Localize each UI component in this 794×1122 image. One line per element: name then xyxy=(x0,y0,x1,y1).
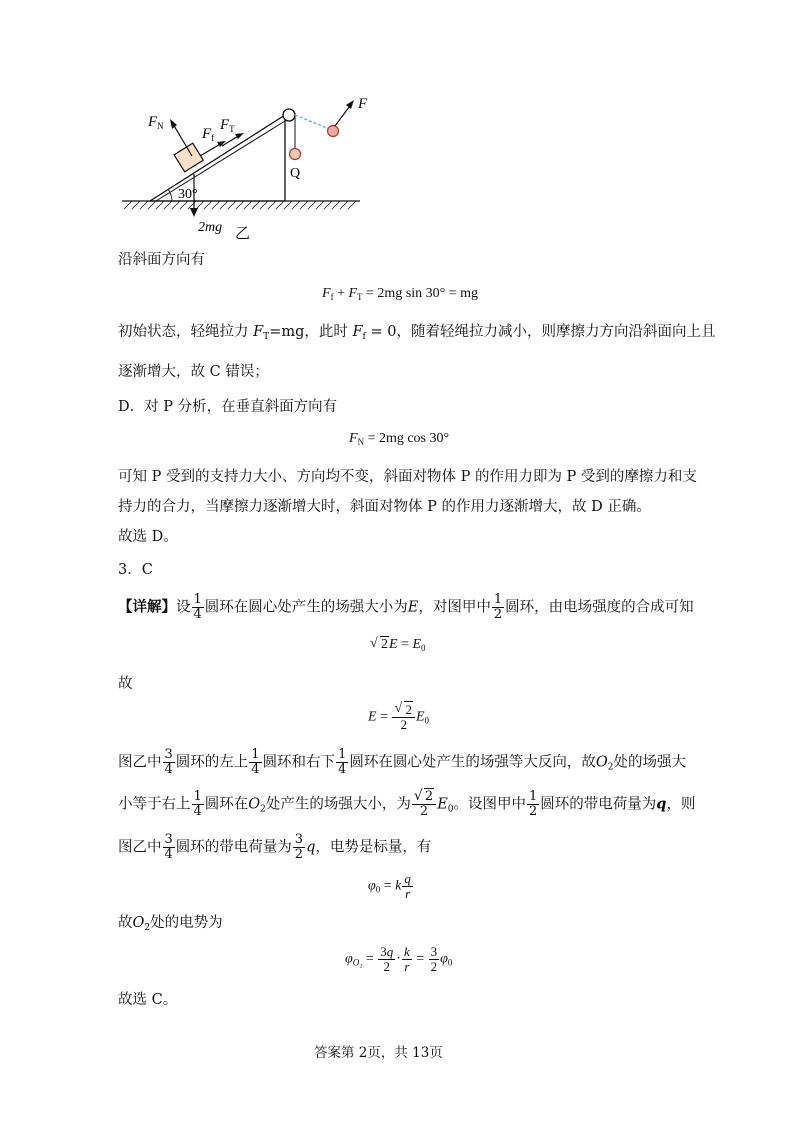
gravity-arrowhead xyxy=(190,208,198,217)
ball-right xyxy=(328,126,339,137)
label-ft: $F_T$ xyxy=(220,117,235,134)
equation-e-value: E = √ $\frac{2}{2}$ $E_0$ xyxy=(368,703,429,732)
para-figure-yi-a: 图乙中 $\frac{3}{4}$ 圆环的左上 $\frac{1}{4}$ 圆环和右下 $\frac{1}{4}$ 圆环在圆心处产生的场强等大反向，故$O_2$处的场强大 xyxy=(118,747,686,777)
dashed-string xyxy=(295,115,332,130)
incline-figure xyxy=(110,88,410,248)
ball-q xyxy=(290,149,301,160)
para-detail-intro: 【详解】设 $\frac{1}{4}$ 圆环在圆心处产生的场强大小为E，对图甲中 $\frac{1}{2}$ 圆环，由电场强度的合成可知 xyxy=(118,592,694,622)
block-p xyxy=(174,143,203,172)
page-footer: 答案第 2页，共 13页 xyxy=(314,1045,443,1061)
equation-along-incline: $F_f + F_T = 2mg$ sin 30° = mg xyxy=(322,286,479,302)
para-c-wrong: 逐渐增大，故 C 错误； xyxy=(118,364,269,380)
equation-sqrt2-e: √ $2E = E_0$ xyxy=(370,637,426,653)
incline-top-surface xyxy=(156,121,285,201)
ground-hatch xyxy=(124,201,356,209)
label-q: Q xyxy=(290,166,301,181)
equation-phi-o2: $\varphi_{O_2}$ = $\frac{3q}{2}$ · $\frac{k}{r}$ = $\frac{3}{2}$ $\varphi_0$ xyxy=(345,944,453,974)
para-figure-yi-c: 图乙中 $\frac{3}{4}$ 圆环的带电荷量为 $\frac{3}{2}$ q，电势是标量，有 xyxy=(118,832,432,862)
equation-phi0: $\varphi_0 = k$ $\frac{q}{r}$ xyxy=(368,871,411,901)
tension-arrowhead xyxy=(235,133,244,139)
para-along-incline: 沿斜面方向有 xyxy=(118,252,205,268)
para-choose-c: 故选 C。 xyxy=(118,992,178,1008)
para-potential-o2: 故$O_2$处的电势为 xyxy=(118,915,223,933)
label-fn: $F_N$ xyxy=(148,114,164,131)
incline-wedge xyxy=(150,115,285,201)
label-gravity: 2mg xyxy=(198,220,223,235)
normal-force-arrowhead xyxy=(170,119,177,129)
para-choose-d: 故选 D。 xyxy=(118,529,178,545)
friction-arrow xyxy=(200,143,222,156)
para-d-analysis: D．对 P 分析，在垂直斜面方向有 xyxy=(118,399,338,415)
label-f: F xyxy=(358,96,368,112)
label-ff: $F_f$ xyxy=(202,126,215,143)
angle-arc xyxy=(168,189,172,201)
para-therefore: 故 xyxy=(118,676,133,692)
pulley xyxy=(283,109,295,121)
para-initial-state: 初始状态，轻绳拉力 $F_T=mg$，此时 $F_f = 0$，随着轻绳拉力减小，则摩擦力方向沿斜面向上且 xyxy=(118,324,716,342)
equation-normal-force: $F_N = 2mg$ cos 30° xyxy=(349,431,450,447)
question-3-answer: 3．C xyxy=(118,562,153,578)
para-d-correct: 持力的合力，当摩擦力逐渐增大时，斜面对物体 P 的作用力逐渐增大，故 D 正确。 xyxy=(118,499,651,515)
label-yi: 乙 xyxy=(235,226,251,242)
force-f-arrowhead xyxy=(346,100,354,109)
para-figure-yi-b: 小等于右上 $\frac{1}{4}$ 圆环在$O_2$处产生的场强大小，为 √ $\frac{2}{2}$ $E_0$。设图甲中 $\frac{1}{2}$ 圆环的带电荷量为q，则 xyxy=(118,790,695,820)
para-support-force: 可知 P 受到的支持力大小、方向均不变，斜面对物体 P 的作用力即为 P 受到的摩擦力和支 xyxy=(118,469,697,485)
label-angle: 30° xyxy=(178,187,198,202)
